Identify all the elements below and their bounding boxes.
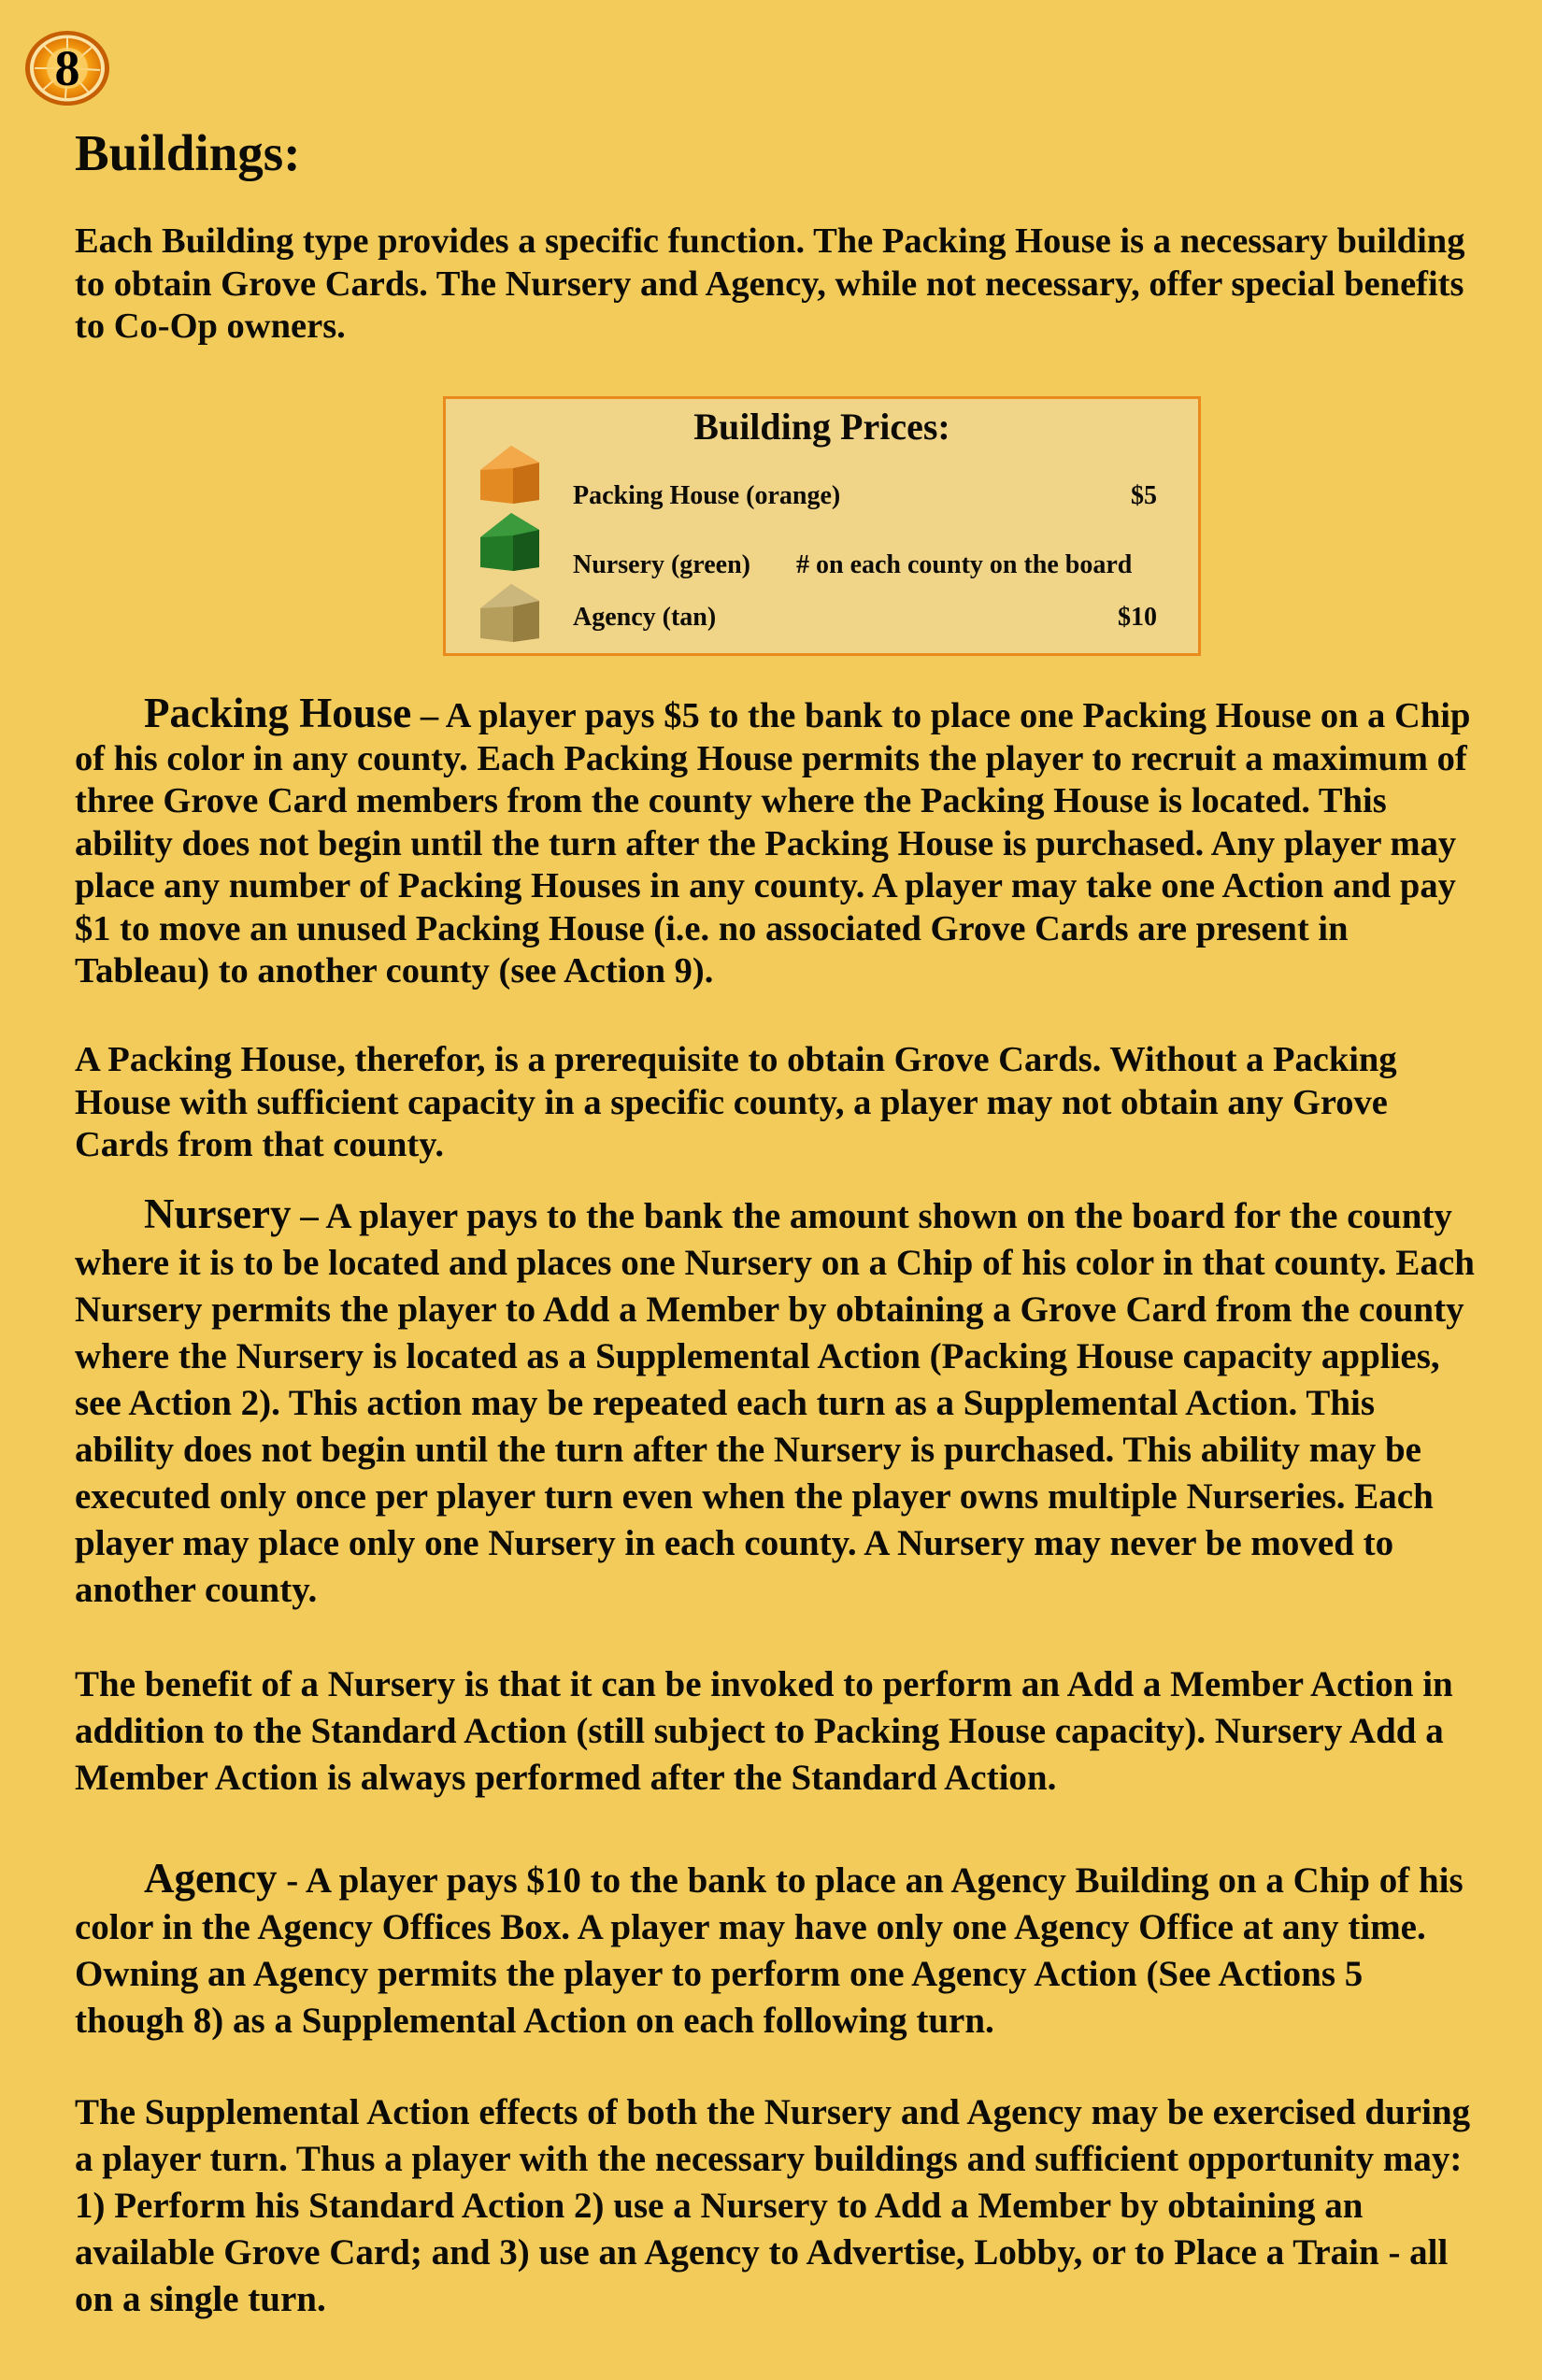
price-value-agency: $10 [1118, 603, 1157, 632]
price-name-nursery: Nursery (green) [573, 550, 750, 579]
price-name-packing-house: Packing House (orange) [573, 481, 841, 510]
intro-paragraph: Each Building type provides a specific function. The Packing House is a necessary building to obtain Grove Cards. The Nursery and Agency, while not necessary, offer special benefits to Co-Op owners. [75, 221, 1465, 346]
agency-text: - A player pays $10 to the bank to place an Agency Building on a Chip of his color in the Agency Offices Box. A player may have only one Agency Office at any time. Owning an Agency permits the player to perform one Agency Action (See Actions 5 though 8) as a Supplemental Action on each following turn. [75, 1860, 1463, 2041]
orange-house-icon [476, 440, 545, 509]
agency-paragraph [75, 1855, 1477, 2045]
agency-heading: Agency [144, 1855, 278, 1902]
price-value-nursery: # on each county on the board [796, 550, 1133, 579]
building-prices-box [443, 396, 1201, 656]
packing-house-paragraph [75, 692, 1477, 993]
packing-house-heading: Packing House [144, 690, 412, 736]
nursery-text: – A player pays to the bank the amount shown on the board for the county where it is to be located and places one Nursery on a Chip of his color in that county. Each Nursery permits the player to Add a Member by obtaining a Grove Card from the county where the Nursery is located as a Supplemental Action (Packing House capacity applies, see Action 2). This action may be repeated each turn as a Supplemental Action. This ability does not begin until the turn after the Nursery is purchased. This ability may be executed only once per player turn even when the player owns multiple Nurseries. Each player may place only one Nursery in each county. A Nursery may never be moved to another county. [75, 1196, 1475, 1610]
price-value-packing-house: $5 [1131, 481, 1157, 510]
page-number: 8 [54, 40, 80, 96]
agency-followup: The Supplemental Action effects of both the Nursery and Agency may be exercised during a player turn. Thus a player with the necessary buildings and sufficient opportunity may: 1) Perform his Standard Action 2) use a Nursery to Add a Member by obtaining an available Grove Card; and 3) use an Agency to Advertise, Lobby, or to Place a Train - all on a single turn. [75, 2092, 1471, 2319]
page-title: Buildings: [75, 124, 301, 181]
nursery-followup: The benefit of a Nursery is that it can be invoked to perform an Add a Member Action in addition to the Standard Action (still subject to Packing House capacity). Nursery Add a Member Action is always performed after the Standard Action. [75, 1664, 1453, 1798]
green-house-icon [476, 507, 545, 577]
nursery-heading: Nursery [144, 1190, 292, 1237]
packing-house-followup: A Packing House, therefor, is a prerequisite to obtain Grove Cards. Without a Packing House with sufficient capacity in a specific county, a player may not obtain any Grove Cards from that county. [75, 1040, 1397, 1164]
nursery-paragraph [75, 1190, 1477, 1614]
packing-house-text: – A player pays $5 to the bank to place one Packing House on a Chip of his color in any county. Each Packing House permits the player to recruit a maximum of three Grove Card members from the county where the Packing House is located. This ability does not begin until the turn after the Packing House is purchased. Any player may place any number of Packing Houses in any county. A player may take one Action and pay $1 to move an unused Packing House (i.e. no associated Grove Cards are present in Tableau) to another county (see Action 9). [75, 696, 1471, 990]
price-name-agency: Agency (tan) [573, 603, 717, 632]
building-prices-title: Building Prices: [693, 406, 950, 448]
tan-house-icon [476, 578, 545, 648]
